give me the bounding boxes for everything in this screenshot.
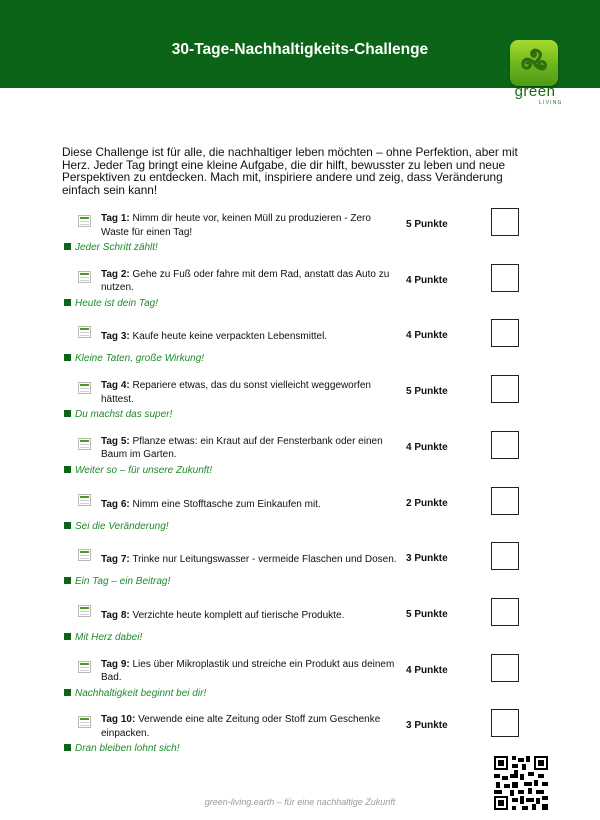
task-list-icon	[78, 438, 91, 450]
bullet-square-icon	[64, 299, 71, 306]
task-list-icon	[78, 661, 91, 673]
task-list-icon	[78, 494, 91, 506]
task-row	[0, 489, 600, 545]
task-motto-text: Du machst das super!	[75, 409, 173, 421]
task-description	[101, 330, 401, 344]
logo-wordmark: green	[514, 83, 556, 100]
qr-code-icon	[494, 756, 548, 810]
bullet-square-icon	[64, 410, 71, 417]
task-motto-text: Weiter so – für unsere Zukunft!	[75, 464, 213, 476]
task-text: Trinke nur Leitungswasser - vermeide Flaschen und Dosen.	[132, 554, 397, 566]
task-motto	[64, 688, 206, 699]
task-motto	[64, 242, 158, 253]
task-checkbox[interactable]	[491, 487, 519, 515]
task-description	[101, 268, 401, 295]
task-day-label: Tag 9:	[101, 658, 130, 670]
task-motto	[64, 353, 204, 364]
task-description	[101, 609, 401, 623]
task-row	[0, 377, 600, 433]
bullet-square-icon	[64, 633, 71, 640]
task-day-label: Tag 1:	[101, 213, 130, 224]
task-checkbox[interactable]	[491, 654, 519, 682]
task-day-label: Tag 3:	[101, 331, 130, 343]
task-checkbox[interactable]	[491, 264, 519, 292]
triskele-logo-icon	[510, 40, 558, 86]
task-motto	[64, 632, 142, 643]
page-title: 30-Tage-Nachhaltigkeits-Challenge	[171, 41, 429, 58]
task-motto-text: Sei die Veränderung!	[75, 520, 169, 532]
task-row	[0, 321, 600, 377]
task-points: 4 Punkte	[406, 274, 448, 286]
task-points: 4 Punkte	[406, 330, 448, 342]
task-checkbox[interactable]	[491, 709, 519, 737]
task-points: 3 Punkte	[406, 553, 448, 565]
task-motto	[64, 521, 169, 532]
task-text: Verwende eine alte Zeitung oder Stoff zum Geschenke einpacken.	[101, 714, 381, 739]
task-description	[101, 498, 401, 512]
task-list-icon	[78, 271, 91, 283]
task-points: 5 Punkte	[406, 219, 448, 230]
task-description	[101, 212, 401, 239]
bullet-square-icon	[64, 466, 71, 473]
bullet-square-icon	[64, 522, 71, 529]
task-motto-text: Heute ist dein Tag!	[75, 297, 159, 309]
task-description	[101, 553, 401, 567]
task-checkbox[interactable]	[491, 375, 519, 403]
task-points: 2 Punkte	[406, 497, 448, 509]
task-row	[0, 600, 600, 656]
footer-text: green-living.earth – für eine nachhaltige Zukunft	[204, 797, 396, 807]
task-points: 4 Punkte	[406, 441, 448, 453]
task-motto	[64, 298, 158, 309]
task-motto-text: Kleine Taten, große Wirkung!	[75, 353, 205, 365]
task-day-label: Tag 4:	[101, 380, 130, 392]
task-description	[101, 379, 401, 406]
task-motto-text: Ein Tag – ein Beitrag!	[75, 576, 171, 588]
task-day-label: Tag 10:	[101, 714, 136, 726]
task-checkbox[interactable]	[491, 598, 519, 626]
bullet-square-icon	[64, 577, 71, 584]
task-row	[0, 266, 600, 322]
task-day-label: Tag 5:	[101, 435, 130, 447]
task-motto	[64, 743, 180, 754]
task-points: 4 Punkte	[406, 664, 448, 676]
task-day-label: Tag 8:	[101, 609, 130, 621]
task-text: Lies über Mikroplastik und streiche ein Produkt aus deinem Bad.	[101, 658, 395, 684]
task-checkbox[interactable]	[491, 542, 519, 570]
task-motto	[64, 465, 212, 476]
task-list-icon	[78, 382, 91, 394]
task-motto-text: Dran bleiben lohnt sich!	[75, 743, 180, 755]
task-row	[0, 433, 600, 489]
task-day-label: Tag 7:	[101, 554, 130, 566]
task-row	[0, 544, 600, 600]
task-checkbox[interactable]	[491, 319, 519, 347]
task-text: Repariere etwas, das du sonst vielleicht weggeworfen hättest.	[101, 380, 371, 405]
green-living-logo	[507, 40, 565, 106]
task-list-icon	[78, 716, 91, 728]
bullet-square-icon	[64, 354, 71, 361]
bullet-square-icon	[64, 243, 71, 250]
task-text: Pflanze etwas: ein Kraut auf der Fensterbank oder einen Baum im Garten.	[101, 435, 383, 461]
task-list-icon	[78, 605, 91, 617]
task-points: 5 Punkte	[406, 608, 448, 620]
task-row	[0, 210, 600, 266]
task-day-label: Tag 2:	[101, 268, 130, 280]
task-points: 3 Punkte	[406, 720, 448, 732]
task-list-icon	[78, 326, 91, 338]
task-checkbox[interactable]	[491, 431, 519, 459]
task-motto	[64, 409, 172, 420]
task-text: Kaufe heute keine verpackten Lebensmittel.	[132, 331, 328, 343]
task-description	[101, 658, 401, 685]
task-description	[101, 713, 401, 740]
task-list-icon	[78, 215, 91, 227]
task-text: Nimm dir heute vor, keinen Müll zu produzieren - Zero Waste für einen Tag!	[101, 213, 371, 238]
task-list-icon	[78, 549, 91, 561]
intro-paragraph: Diese Challenge ist für alle, die nachhaltiger leben möchten – ohne Perfektion, aber mit Herz. Jeder Tag bringt eine kleine Aufgabe, die dir hilft, bewusster zu leben und neue Perspektiven zu entdecken. Mach mit, inspiriere andere und zeig, dass Veränderung einfach sein kann!	[62, 145, 518, 197]
task-motto	[64, 576, 170, 587]
logo-subtitle: LIVING	[539, 100, 563, 106]
task-row	[0, 656, 600, 712]
task-motto-text: Nachhaltigkeit beginnt bei dir!	[75, 687, 207, 699]
bullet-square-icon	[64, 689, 71, 696]
task-description	[101, 435, 401, 462]
bullet-square-icon	[64, 744, 71, 751]
task-motto-text: Jeder Schritt zählt!	[75, 242, 158, 253]
task-day-label: Tag 6:	[101, 498, 130, 510]
task-checkbox[interactable]	[491, 208, 519, 236]
task-text: Verzichte heute komplett auf tierische Produkte.	[132, 609, 345, 621]
task-points: 5 Punkte	[406, 386, 448, 398]
task-motto-text: Mit Herz dabei!	[75, 631, 143, 643]
task-text: Gehe zu Fuß oder fahre mit dem Rad, anstatt das Auto zu nutzen.	[101, 268, 390, 294]
task-text: Nimm eine Stofftasche zum Einkaufen mit.	[132, 498, 321, 510]
